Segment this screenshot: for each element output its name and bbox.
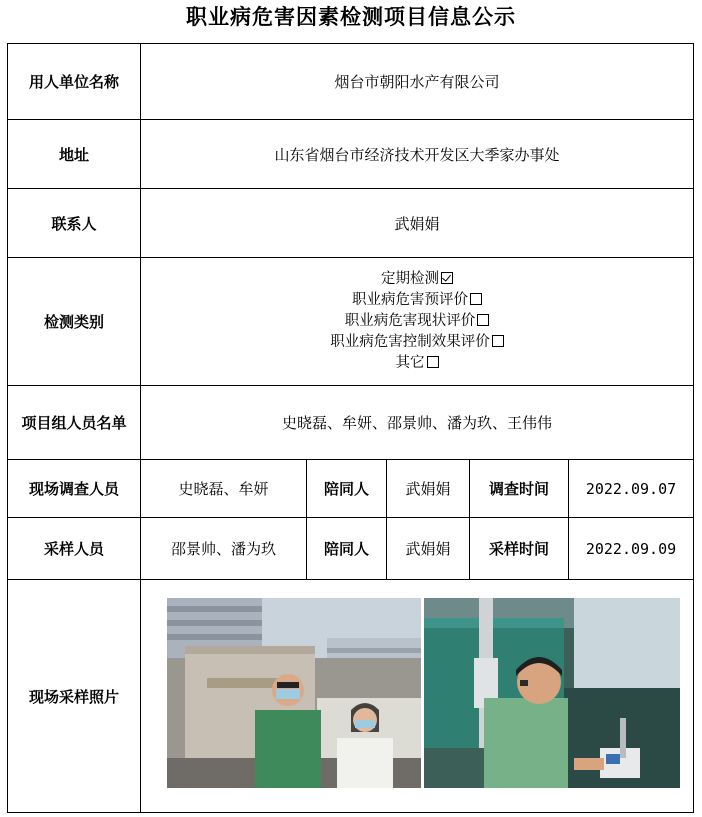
row-team (8, 386, 694, 460)
team-value: 史晓磊、牟妍、邵景帅、潘为玖、王伟伟 (141, 386, 694, 460)
survey-label: 现场调查人员 (8, 460, 141, 518)
photos-cell (141, 580, 694, 813)
survey-value: 史晓磊、牟妍 (141, 460, 307, 518)
info-table (7, 43, 694, 813)
sampling-label: 采样人员 (8, 518, 141, 580)
detection-option: 定期检测 (330, 269, 504, 290)
checkbox-icon (470, 293, 482, 305)
sampling-time: 2022.09.09 (569, 518, 694, 580)
survey-companion: 武娟娟 (387, 460, 470, 518)
sampling-companion: 武娟娟 (387, 518, 470, 580)
detection-label: 检测类别 (8, 258, 141, 386)
survey-time: 2022.09.07 (569, 460, 694, 518)
checkbox-icon (427, 356, 439, 368)
site-photo-outdoor (167, 598, 421, 788)
page-title: 职业病危害因素检测项目信息公示 (186, 5, 516, 29)
detection-options (330, 269, 504, 374)
address-value: 山东省烟台市经济技术开发区大季家办事处 (141, 120, 694, 189)
checkbox-icon (477, 314, 489, 326)
survey-companion-label: 陪同人 (307, 460, 387, 518)
photos-label: 现场采样照片 (8, 580, 141, 813)
detection-option: 其它 (330, 353, 504, 374)
detection-options-cell (141, 258, 694, 386)
checkbox-icon (441, 272, 453, 284)
company-value: 烟台市朝阳水产有限公司 (141, 44, 694, 120)
detection-option: 职业病危害控制效果评价 (330, 332, 504, 353)
company-label: 用人单位名称 (8, 44, 141, 120)
team-label: 项目组人员名单 (8, 386, 141, 460)
contact-label: 联系人 (8, 189, 141, 258)
survey-time-label: 调查时间 (470, 460, 569, 518)
detection-option: 职业病危害预评价 (330, 290, 504, 311)
row-detection (8, 258, 694, 386)
sampling-time-label: 采样时间 (470, 518, 569, 580)
sampling-value: 邵景帅、潘为玖 (141, 518, 307, 580)
row-contact (8, 189, 694, 258)
row-company (8, 44, 694, 120)
site-photo-indoor (424, 598, 680, 788)
row-photos (8, 580, 694, 813)
contact-value: 武娟娟 (141, 189, 694, 258)
row-survey (8, 460, 694, 518)
checkbox-icon (492, 335, 504, 347)
detection-option: 职业病危害现状评价 (330, 311, 504, 332)
address-label: 地址 (8, 120, 141, 189)
row-sampling (8, 518, 694, 580)
row-address (8, 120, 694, 189)
sampling-companion-label: 陪同人 (307, 518, 387, 580)
